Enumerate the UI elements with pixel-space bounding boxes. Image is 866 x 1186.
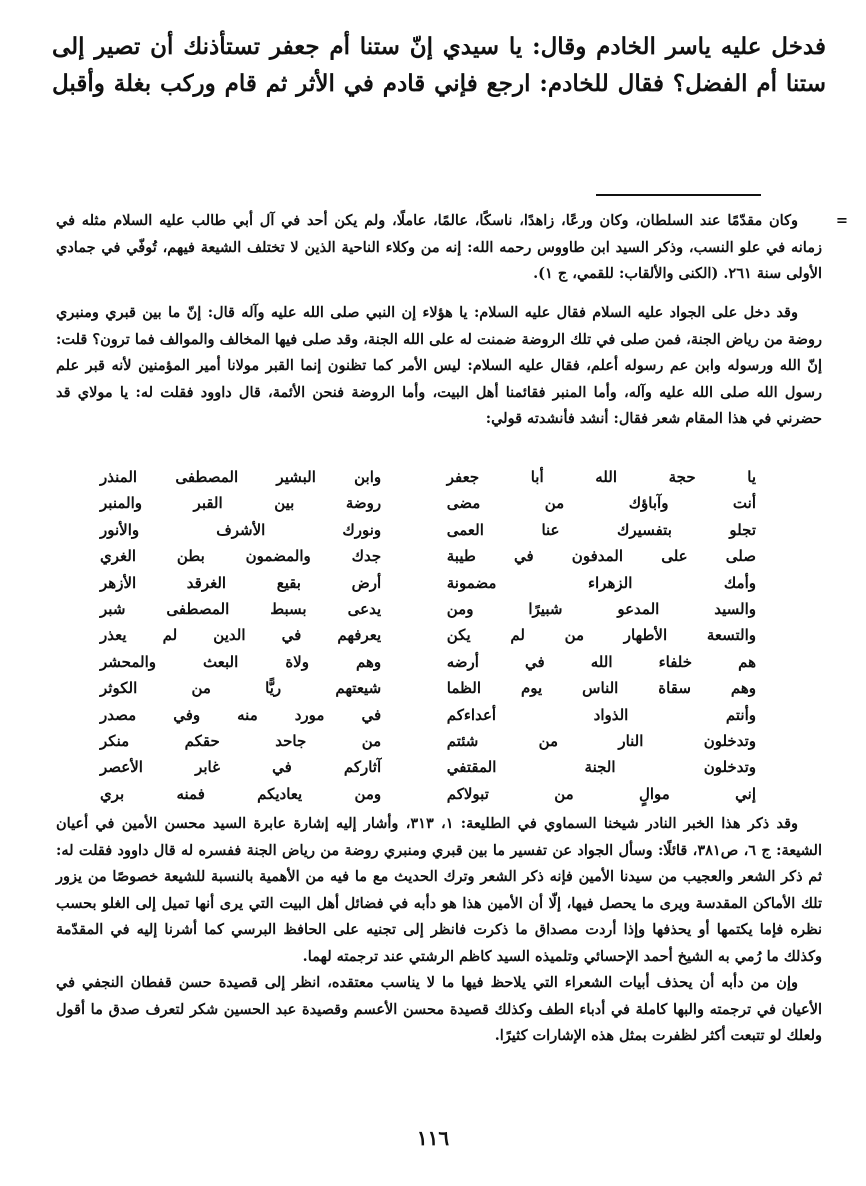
verse-first-hemistich: هم خلفاء الله في أرضه — [446, 652, 756, 671]
verse-second-hemistich: شيعتهم ريًّا من الكوثر — [100, 679, 382, 698]
verse-second-hemistich: آثاركم في غابر الأعصر — [100, 758, 382, 777]
verse-second-hemistich: وابن البشير المصطفى المنذر — [100, 468, 382, 486]
poem-verse — [100, 728, 756, 754]
poem — [100, 464, 756, 807]
verse-second-hemistich: في مورد منه وفي مصدر — [100, 705, 382, 724]
poem-verse — [100, 781, 756, 807]
verse-second-hemistich: ومن يعاديكم فمنه بري — [100, 784, 382, 803]
verse-first-hemistich: أنت وآباؤك من مضى — [446, 494, 756, 513]
continuation-marker: = — [835, 212, 848, 229]
footnote-separator — [596, 194, 761, 196]
verse-first-hemistich: يا حجة الله أبا جعفر — [446, 468, 756, 486]
poem-verse — [100, 490, 756, 516]
verse-first-hemistich: وتدخلون الجنة المقتفي — [446, 758, 756, 777]
poem-verse — [100, 464, 756, 490]
verse-second-hemistich: من جاحد حقكم منكر — [100, 731, 382, 750]
verse-second-hemistich: يعرفهم في الدين لم يعذر — [100, 626, 382, 645]
verse-first-hemistich: وأنتم الذواد أعداءكم — [446, 705, 756, 724]
verse-first-hemistich: صلى على المدفون في طيبة — [446, 547, 756, 566]
main-text-line: ستنا أم الفضل؟ فقال للخادم: ارجع فإني قادم في الأثر ثم قام وركب بغلة وأقبل — [52, 70, 826, 97]
footnote-paragraph: وقد ذكر هذا الخبر النادر شيخنا السماوي في الطليعة: ١، ٣١٣، وأشار إليه إشارة عابرة السيد محسن الأمين في أعيان الشيعة: ج ٦، ص٣٨١، قائلًا: وسأل الجواد عن تفسير ما بين قبري ومنبري روضة من رياض الجنة ففسره له قال داوود فقلت له: ثم ذكر الشعر والعجيب من سيدنا الأمين فإنه ذكر الشعر وترك الحديث مع ما فيه من الأهمية بالنسبة للشيعة خصوصًا من يزور تلك الأماكن المقدسة ويرى ما يحصل فيها، إلّا أن الأمين هذا هو دأبه في فضائل أهل البيت التي يرى أنها تميل إلى الغلو بحسب نظره فإما يكتمها أو يحذفها وإذا أردت مصداق ما ذكرت فانظر إلى تجنيه على الحافظ البرسي كما أشرنا إليه في المقدّمة وكذلك ما رُمي به الشيخ أحمد الإحسائي وتلميذه السيد كاظم الرشتي عند ترجمته لهما. — [56, 815, 822, 965]
verse-first-hemistich: والسيد المدعو شبيرًا ومن — [446, 599, 756, 618]
verse-first-hemistich: وتدخلون النار من شئتم — [446, 731, 756, 750]
verse-second-hemistich: أرض بقيع الغرقد الأزهر — [100, 573, 382, 592]
poem-verse — [100, 596, 756, 622]
verse-first-hemistich: والتسعة الأطهار من لم يكن — [446, 626, 756, 645]
verse-second-hemistich: وهم ولاة البعث والمحشر — [100, 652, 382, 671]
footnote-paragraph: وإن من دأبه أن يحذف أبيات الشعراء التي يلاحظ فيها ما لا يناسب معتقده، انظر إلى قصيدة حسن قفطان النجفي في الأعيان في ترجمته والبها كاملة في أدباء الطف وكذلك قصيدة محسن الأعسم وقصيدة عبد الحسين شكر لتعرف صدق ما أقول ولعلك لو تتبعت أكثر لظفرت بمثل هذه الإشارات كثيرًا. — [56, 974, 822, 1045]
main-text — [52, 28, 826, 102]
footnote-paragraph: وقد دخل على الجواد عليه السلام فقال عليه السلام: يا هؤلاء إن النبي صلى الله عليه وآله قال: إنّ ما بين قبري ومنبري روضة من رياض الجنة، فمن صلى في تلك الروضة ضمنت له على الله الجنة، وقد صلى فيها المخالف والموالف فما ترون؟ قلت: إنّ الله ورسوله وابن عم رسوله أعلم، فقال عليه السلام: ليس الأمر كما تظنون إنما القبر مولانا أمير المؤمنين لأنه قبر علم رسول الله صلى الله عليه وآله، وأما المنبر فقائمنا أهل البيت، وأما الروضة فنحن الأئمة، قال داوود فقلت له: يا مولاي قد حضرني في هذا المقام شعر فقال: أنشد فأنشدته قولي: — [56, 304, 822, 427]
verse-second-hemistich: ونورك الأشرف والأنور — [100, 520, 382, 539]
poem-verse — [100, 622, 756, 648]
footnote-paragraph: وكان مقدّمًا عند السلطان، وكان ورعًا، زاهدًا، ناسكًا، عالمًا، عاملًا، ولم يكن أحد في آل أبي طالب عليه السلام مثله في زمانه في علو النسب، وذكر السيد ابن طاووس رحمه الله: إنه من وكلاء الناحية الذين لا تختلف الشيعة فيهم، تُوفّي في جمادي الأولى سنة ٢٦١. (الكنى والألقاب: للقمي، ج ١). — [56, 212, 822, 282]
verse-first-hemistich: تجلو بتفسيرك عنا العمى — [446, 520, 756, 539]
footnote-paragraph-2 — [56, 300, 822, 433]
poem-verse — [100, 570, 756, 596]
verse-first-hemistich: إني موالٍ من تبولاكم — [446, 784, 756, 803]
poem-verse — [100, 543, 756, 569]
poem-verse — [100, 675, 756, 701]
poem-verse — [100, 702, 756, 728]
footnote-continued — [56, 208, 848, 288]
verse-second-hemistich: يدعى بسبط المصطفى شبر — [100, 599, 382, 618]
footnote-paragraph-3 — [56, 811, 822, 1050]
verse-second-hemistich: روضة بين القبر والمنبر — [100, 494, 382, 513]
verse-first-hemistich: وهم سقاة الناس يوم الظما — [446, 679, 756, 698]
main-text-line: فدخل عليه ياسر الخادم وقال: يا سيدي إنّ ستنا أم جعفر تستأذنك أن تصير إلى — [52, 33, 826, 60]
poem-verse — [100, 754, 756, 780]
verse-first-hemistich: وأمك الزهراء مضمونة — [446, 573, 756, 592]
poem-verse — [100, 517, 756, 543]
page-number: ١١٦ — [416, 1126, 450, 1150]
verse-second-hemistich: جدك والمضمون بطن الغري — [100, 547, 382, 566]
poem-verse — [100, 649, 756, 675]
